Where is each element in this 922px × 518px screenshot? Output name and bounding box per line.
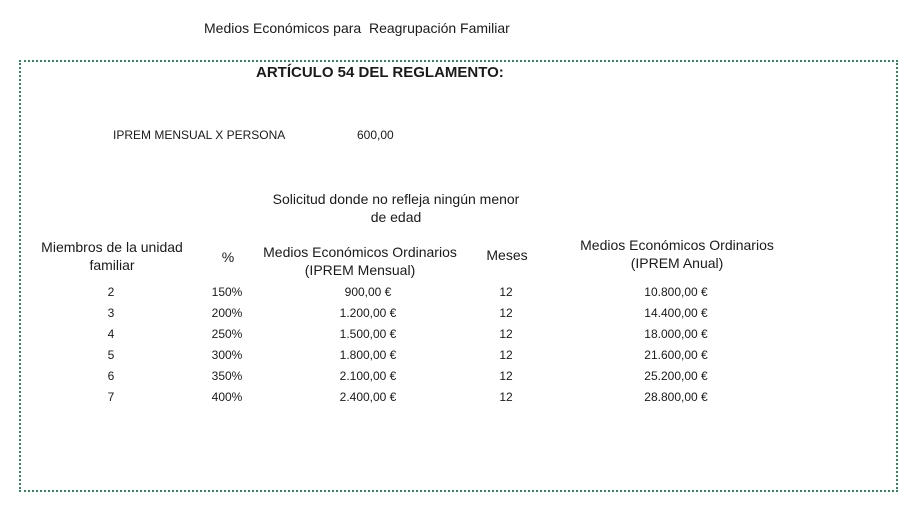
header-annual (554, 236, 800, 272)
cell-months: 12 (499, 306, 513, 320)
cell-monthly: 900,00 € (344, 285, 392, 299)
header-monthly (248, 243, 472, 279)
cell-members: 3 (107, 306, 115, 320)
cell-members: 4 (107, 327, 115, 341)
cell-months: 12 (499, 369, 513, 383)
header-monthly-line-2: (IPREM Mensual) (304, 262, 416, 278)
table-row (0, 348, 922, 369)
cell-annual: 10.800,00 € (644, 285, 708, 299)
cell-monthly: 2.400,00 € (339, 390, 397, 404)
cell-annual: 14.400,00 € (644, 306, 708, 320)
cell-months: 12 (499, 348, 513, 362)
cell-members: 6 (107, 369, 115, 383)
cell-percent: 350% (211, 369, 243, 383)
cell-percent: 400% (211, 390, 243, 404)
header-annual-line-2: (IPREM Anual) (630, 255, 724, 271)
cell-members: 2 (107, 285, 115, 299)
table-row (0, 285, 922, 306)
request-subtitle (252, 190, 540, 226)
iprem-label: IPREM MENSUAL X PERSONA (113, 128, 286, 142)
table-body (0, 285, 922, 411)
header-annual-line-1: Medios Económicos Ordinarios (580, 237, 774, 253)
cell-annual: 25.200,00 € (644, 369, 708, 383)
header-members (24, 238, 200, 274)
subtitle-line-1: Solicitud donde no refleja ningún menor (272, 191, 520, 207)
cell-members: 7 (107, 390, 115, 404)
table-row (0, 306, 922, 327)
header-percent: % (221, 249, 235, 265)
cell-percent: 200% (211, 306, 243, 320)
header-monthly-line-1: Medios Económicos Ordinarios (263, 244, 457, 260)
subtitle-line-2: de edad (370, 209, 422, 225)
cell-percent: 150% (211, 285, 243, 299)
iprem-value: 600,00 (357, 128, 394, 142)
cell-annual: 18.000,00 € (644, 327, 708, 341)
cell-months: 12 (499, 285, 513, 299)
table-row (0, 369, 922, 390)
cell-percent: 250% (211, 327, 243, 341)
page-title: Medios Económicos para Reagrupación Familiar (204, 20, 510, 36)
header-members-line-2: familiar (89, 257, 135, 273)
cell-members: 5 (107, 348, 115, 362)
cell-percent: 300% (211, 348, 243, 362)
article-heading: ARTÍCULO 54 DEL REGLAMENTO: (256, 64, 504, 81)
cell-monthly: 1.800,00 € (339, 348, 397, 362)
cell-monthly: 2.100,00 € (339, 369, 397, 383)
cell-months: 12 (499, 390, 513, 404)
cell-annual: 21.600,00 € (644, 348, 708, 362)
cell-annual: 28.800,00 € (644, 390, 708, 404)
table-row (0, 327, 922, 348)
cell-monthly: 1.500,00 € (339, 327, 397, 341)
header-members-line-1: Miembros de la unidad (41, 239, 183, 255)
cell-months: 12 (499, 327, 513, 341)
cell-monthly: 1.200,00 € (339, 306, 397, 320)
header-months: Meses (486, 247, 528, 263)
table-row (0, 390, 922, 411)
